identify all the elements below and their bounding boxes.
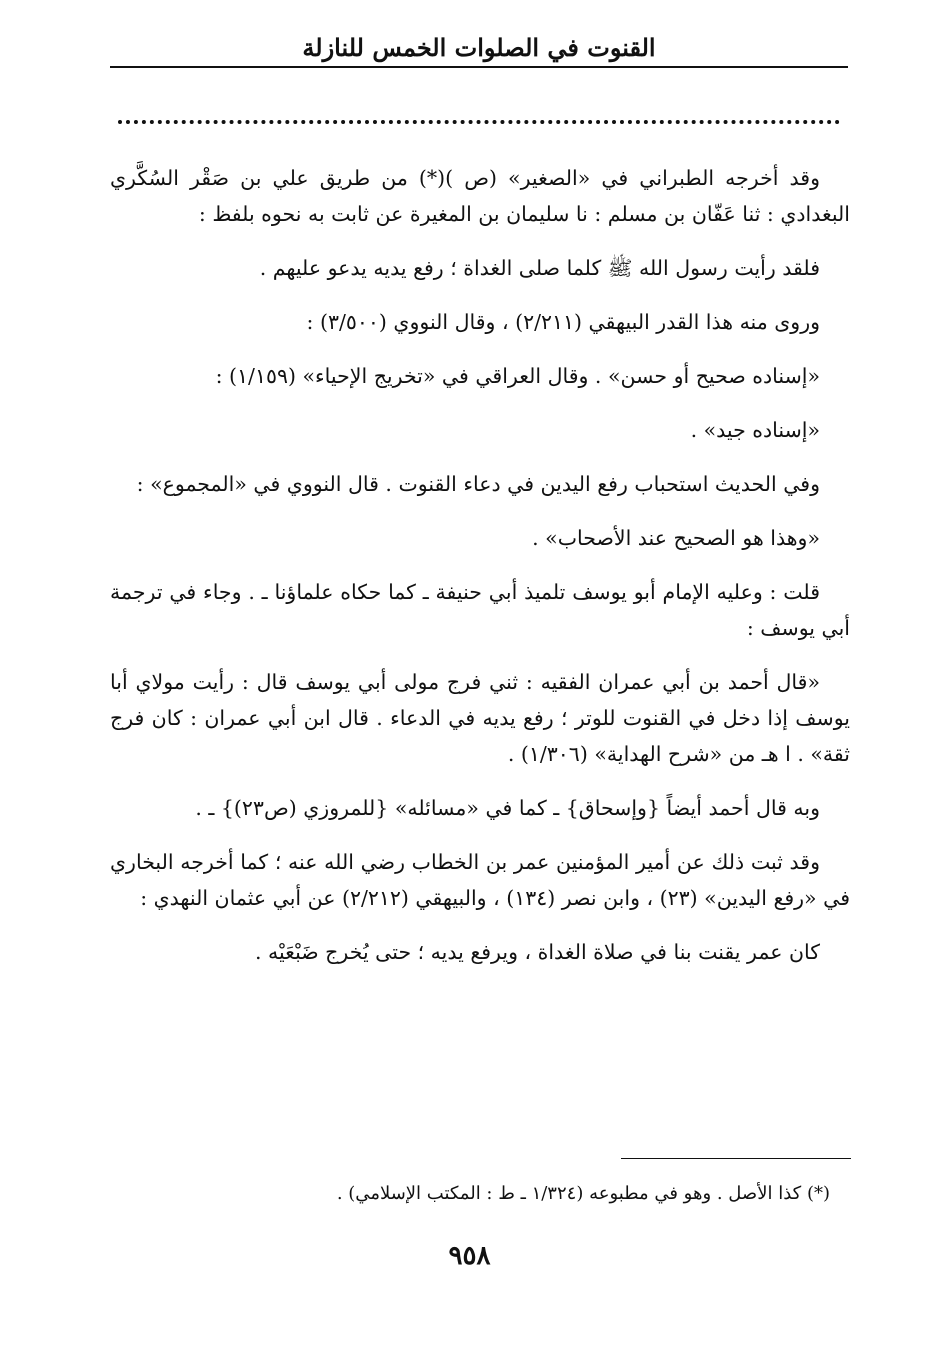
paragraph-raising-hands: وفي الحديث استحباب رفع اليدين في دعاء القنوت . قال النووي في «المجموع» : [136,472,820,496]
footnote-rule [621,1158,851,1159]
paragraph-ahmad-ibn-abi-imran: «قال أحمد بن أبي عمران الفقيه : ثني فرج مولى أبي يوسف قال : رأيت مولاي أبا يوسف إذا دخل في القنوت للوتر ؛ رفع يديه في الدعاء . قال ابن أبي عمران : كان فرج ثقة» . ا هـ من «شرح الهداية» (١/٣٠٦) . [110,670,850,766]
paragraph-abu-yusuf: قلت : وعليه الإمام أبو يوسف تلميذ أبي حنيفة ـ كما حكاه علماؤنا ـ . وجاء في ترجمة أبي يوسف : [110,580,850,640]
paragraph-umar-report: وقد ثبت ذلك عن أمير المؤمنين عمر بن الخطاب رضي الله عنه ؛ كما أخرجه البخاري في «رفع اليدين» (٢٣) ، وابن نصر (١٣٤) ، والبيهقي (٢/٢١٢) عن أبي عثمان النهدي : [110,850,850,910]
paragraph-umar-qunut: كان عمر يقنت بنا في صلاة الغداة ، ويرفع يديه ؛ حتى يُخرج ضَبْعَيْه . [254,940,820,964]
footnote: (*) كذا الأصل . وهو في مطبوعه (١/٣٢٤ ـ ط : المكتب الإسلامي) . [336,1183,830,1204]
page-number: ٩٥٨ [448,1241,491,1271]
main-text [110,160,850,988]
paragraph-isnad-jayyid: «إسناده جيد» . [690,418,820,442]
header-rule [110,66,848,68]
paragraph-tabarani-citation: وقد أخرجه الطبراني في «الصغير» (ص )(*) من طريق علي بن صَقْر السُكَّري البغدادي : ثنا عَفّان بن مسلم : نا سليمان بن المغيرة عن ثابت به نحوه بلفظ : [110,166,850,226]
paragraph-sahih-ashab: «وهذا هو الصحيح عند الأصحاب» . [532,526,820,550]
running-header-title: القنوت في الصلوات الخمس للنازلة [302,33,656,62]
paragraph-bayhaqi-nawawi: وروى منه هذا القدر البيهقي (٢/٢١١) ، وقال النووي (٣/٥٠٠) : [306,310,820,334]
dotted-separator [118,120,840,124]
paragraph-hadith-quote: فلقد رأيت رسول الله ﷺ كلما صلى الغداة ؛ رفع يديه يدعو عليهم . [259,256,820,280]
paragraph-ahmad-ishaq: وبه قال أحمد أيضاً {وإسحاق} ـ كما في «مسائله» {للمروزي (ص٢٣)} ـ . [195,796,820,820]
paragraph-isnad-sahih: «إسناده صحيح أو حسن» . وقال العراقي في «تخريج الإحياء» (١/١٥٩) : [215,364,820,388]
